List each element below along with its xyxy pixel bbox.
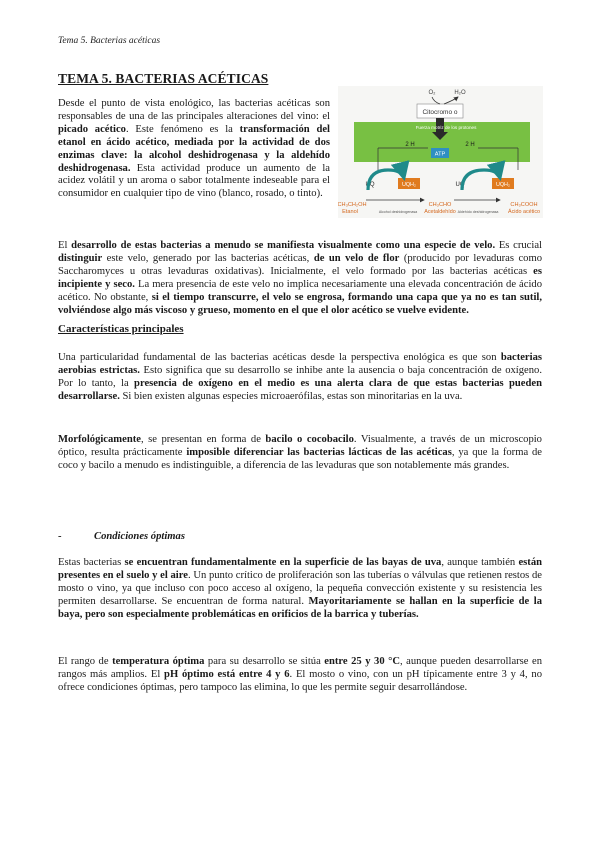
- acetic-formula: CH₃COOH: [510, 202, 538, 208]
- intro-paragraph: Desde el punto de vista enológico, las bacterias acéticas son responsables de una de las principales alteraciones del vino: el picado acético. Este fenómeno es la transformación del etanol en ácido acético, mediada por la actividad de dos enzimas clave: la alcohol deshidrogenasa y la aldehído deshidrogenasa. Esta actividad produce un aumento de la acidez volátil y un aroma o sabor totalmente indeseable para el consumidor en cualquier tipo de vino (blanco, rosado, o tinto).: [58, 98, 330, 200]
- ethanol-formula: CH₃CH₂OH: [338, 202, 367, 208]
- enzyme1-name: Alcohol deshidrogenasa: [378, 210, 418, 214]
- uqh-right-label: UQH₂: [495, 182, 511, 188]
- o2-label: O₂: [428, 90, 436, 96]
- temperature-paragraph: El rango de temperatura óptima para su desarrollo se sitúa entre 25 y 30 °C, aunque pueden desarrollarse en rangos más amplios. El pH óptimo está entre 4 y 6. El mosto o vino, con un pH típicamente entre 3 y 4, no ofrece condiciones óptimas, pero tampoco las elimina, lo que les permite seguir desarrollándose.: [58, 656, 542, 693]
- ethanol-name: Etanol: [342, 209, 358, 215]
- uqh-left-label: UQH₂: [401, 182, 417, 188]
- acetaldehyde-formula: CH₃CHO: [428, 202, 452, 208]
- h2o-label: H₂O: [454, 90, 466, 96]
- uq-left-label: UQ: [365, 182, 375, 188]
- list-heading-optimal-conditions: - Condiciones óptimas: [58, 531, 185, 542]
- proton-force-label: Fuerza motriz de los protones: [415, 125, 477, 130]
- atp-label: ATP: [434, 151, 446, 158]
- acetic-oxidation-diagram: [338, 86, 543, 218]
- h-left-label: 2 H: [405, 142, 415, 148]
- enzyme2-name: Aldehído deshidrogenasa: [457, 210, 499, 214]
- running-header: Tema 5. Bacterias acéticas: [58, 36, 161, 46]
- uq-right-label: UQ: [455, 182, 465, 188]
- morphology-paragraph: Morfológicamente, se presentan en forma de bacilo o cocobacilo. Visualmente, a través de un microscopio óptico, resulta prácticamente imposible diferenciar las bacterias lácticas de las acéticas, ya que la forma de coco y bacilo a menudo es indistinguible, a diferencia de las levaduras que son notablemente más grandes.: [58, 434, 542, 471]
- acetaldehyde-name: Acetaldehído: [424, 209, 456, 215]
- h-right-label: 2 H: [465, 142, 475, 148]
- acetic-name: Ácido acético: [507, 209, 541, 215]
- aerobic-paragraph: Una particularidad fundamental de las bacterias acéticas desde la perspectiva enológica es que son bacterias aerobias estrictas. Esto significa que su desarrollo se inhibe ante la ausencia o baja concentración de oxígeno. Por lo tanto, la presencia de oxígeno en el medio es una alerta clara de que estas bacterias pueden desarrollarse. Si bien existen algunas especies microaerófilas, estas son minoritarias en la uva.: [58, 352, 542, 402]
- habitat-paragraph: Estas bacterias se encuentran fundamentalmente en la superficie de las bayas de uva, aunque también están presentes en el suelo y el aire. Un punto crítico de proliferación son las tuberías o válvulas que retienen restos de mosto o vino, ya que incluso con poco acceso al oxígeno, la pequeña convección existente y su resistencia les permiten desarrollarse. Se encuentran de forma natural. Mayoritariamente se hallan en la superficie de la baya, pero son especialmente problemáticas en orificios de la barrica y tuberías.: [58, 557, 543, 620]
- section-heading-characteristics: Características principales: [58, 323, 184, 335]
- velo-paragraph: El desarrollo de estas bacterias a menudo se manifiesta visualmente como una especie de velo. Es crucial distinguir este velo, generado por las bacterias acéticas, de un velo de flor (producido por levaduras como Saccharomyces u otras levaduras oxidativas). Inicialmente, el velo formado por las bacterias acéticas es incipiente y seco. La mera presencia de este velo no implica necesariamente una elevada concentración de ácido acético. No obstante, si el tiempo transcurre, el velo se engrosa, formando una capa que ya no es tan sutil, volviéndose algo más viscoso y grueso, momento en el que el olor acético se vuelve evidente.: [58, 240, 543, 316]
- document-title: TEMA 5. BACTERIAS ACÉTICAS: [58, 71, 269, 86]
- cytochrome-label: Citocromo o: [422, 109, 458, 116]
